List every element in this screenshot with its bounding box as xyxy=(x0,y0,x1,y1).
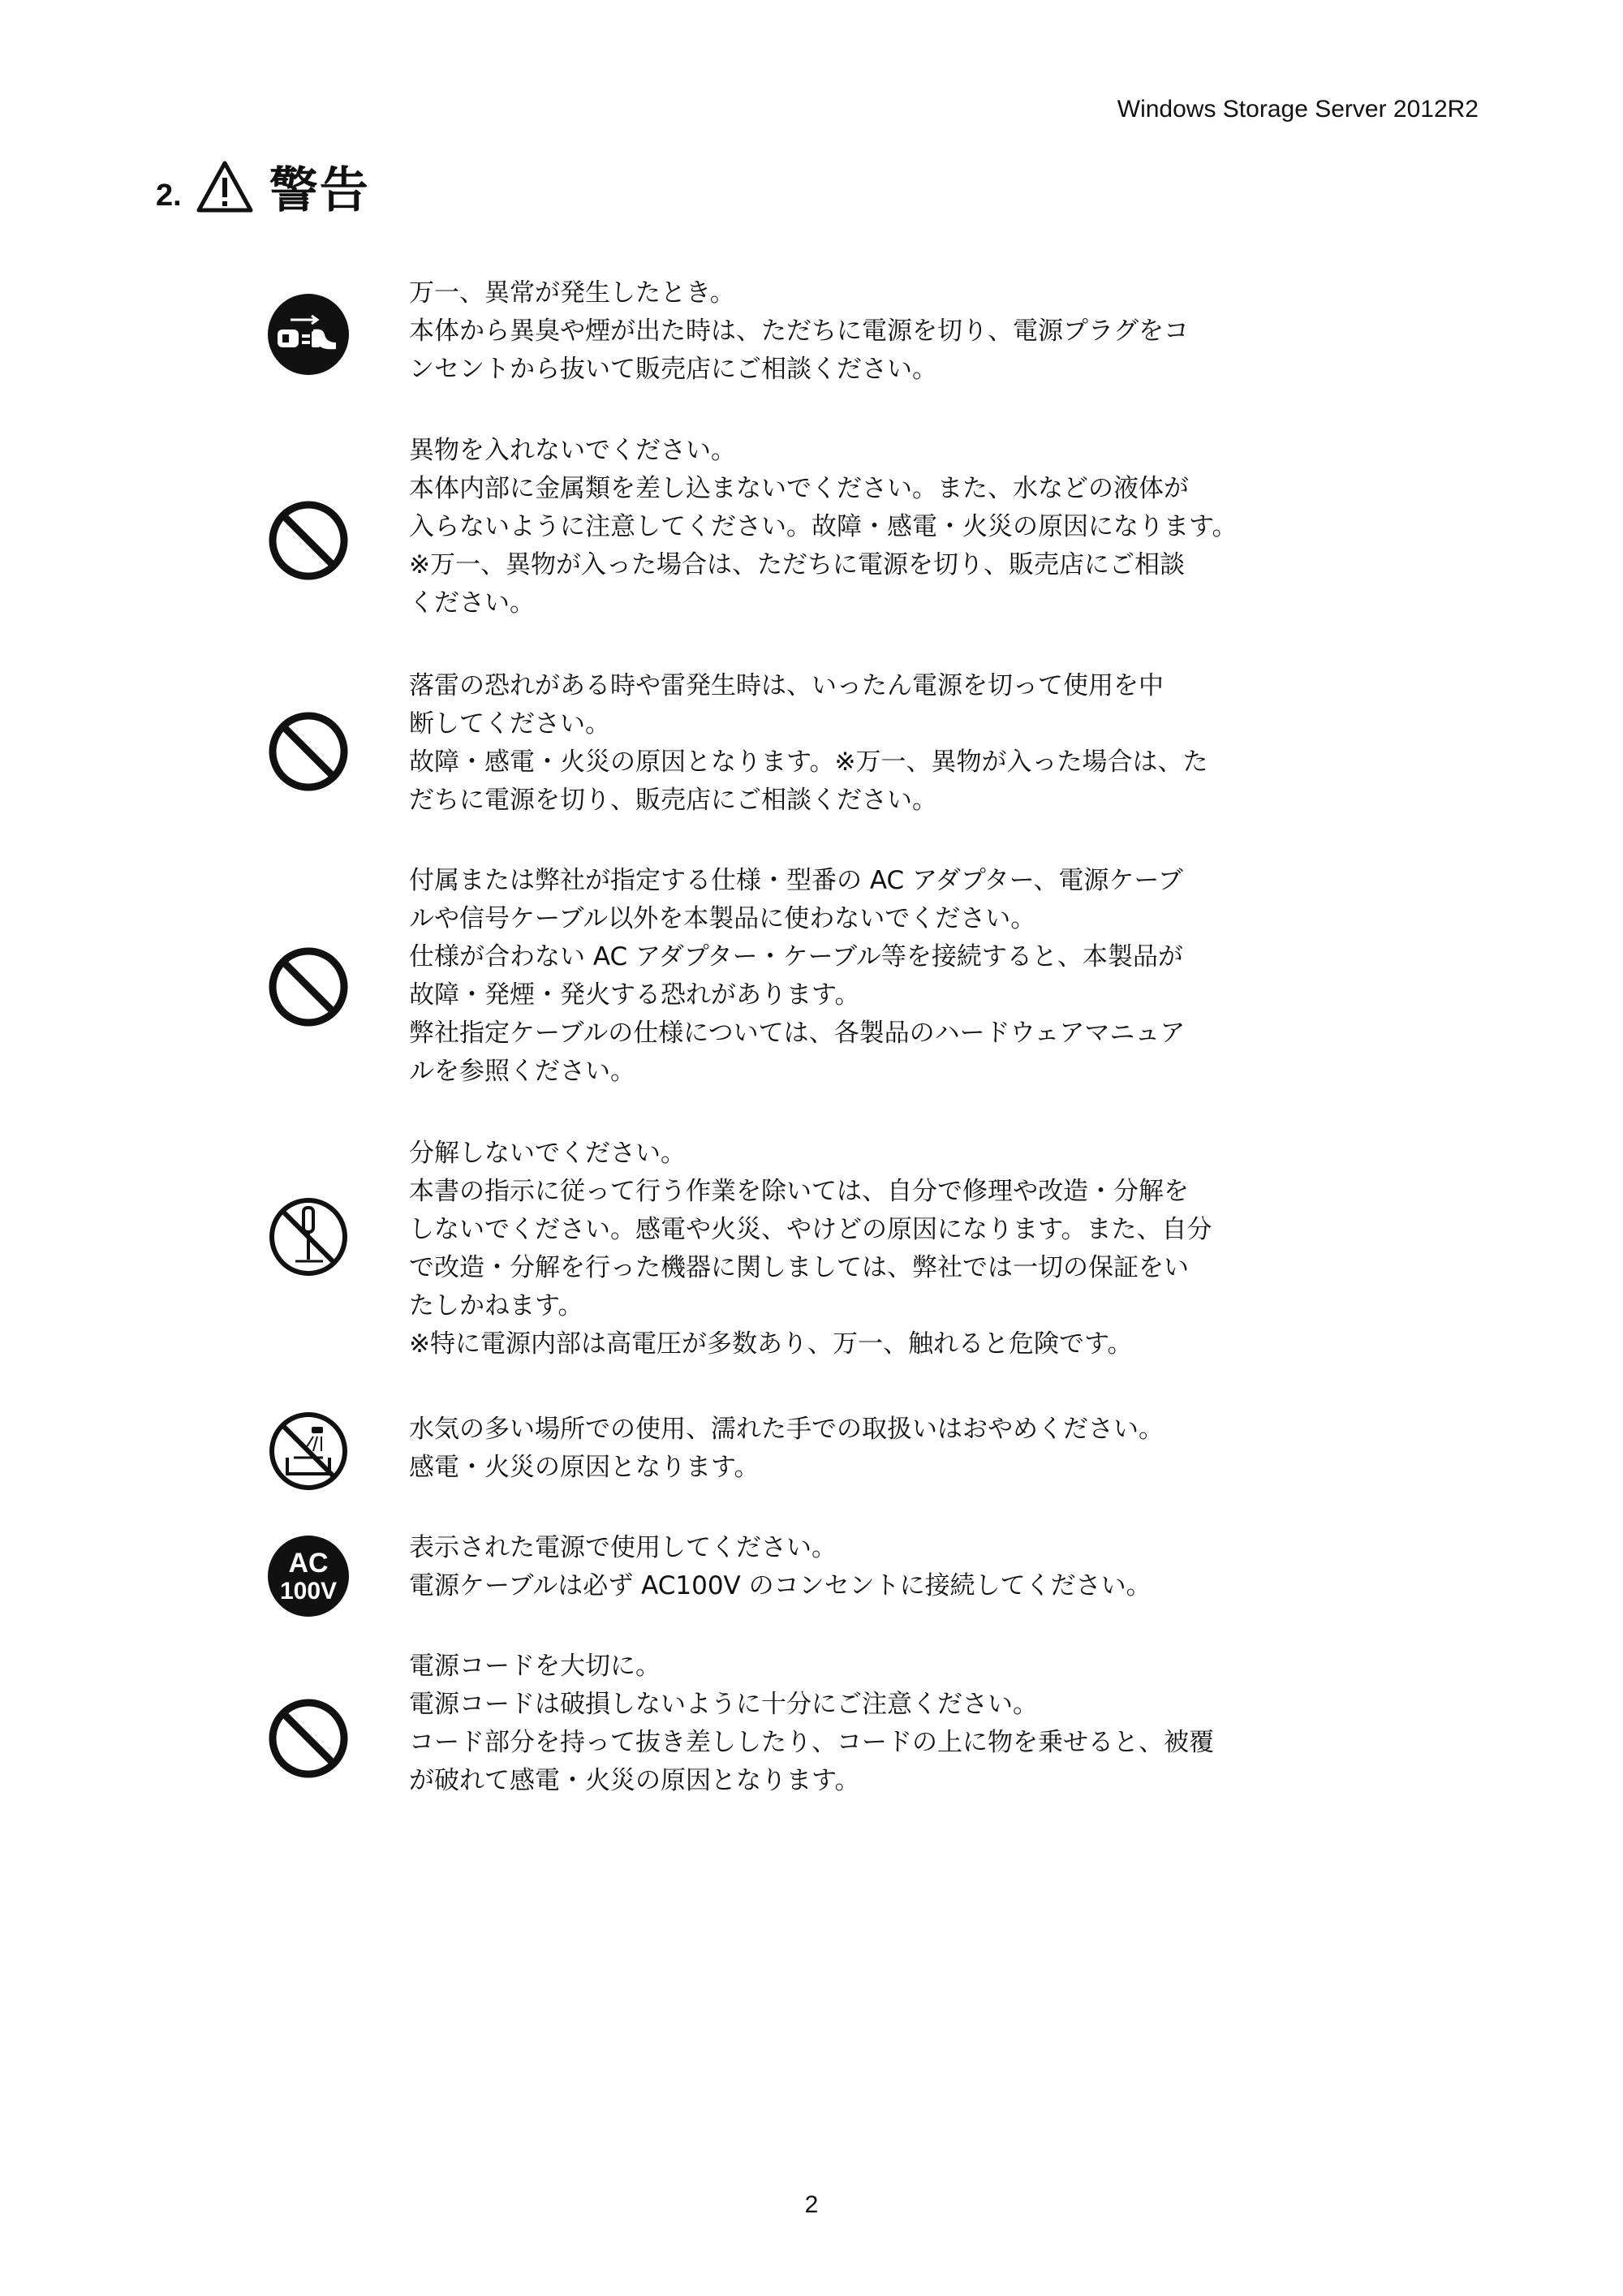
no-disassembly-icon xyxy=(266,1195,351,1279)
warning-line: が破れて感電・火災の原因となります。 xyxy=(409,1766,860,1795)
warning-text xyxy=(409,274,1261,389)
warning-text xyxy=(409,1648,1261,1800)
warning-text xyxy=(409,667,1261,820)
warning-text xyxy=(409,862,1261,1091)
warning-line: 入らないように注意してください。故障・感電・火災の原因になります。 xyxy=(409,512,1238,541)
warning-text xyxy=(409,1411,1261,1487)
warning-line: だちに電源を切り、販売店にご相談ください。 xyxy=(409,786,937,815)
warning-line: 表示された電源で使用してください。 xyxy=(409,1533,837,1562)
warning-line: 故障・発煙・発火する恐れがあります。 xyxy=(409,980,860,1010)
warning-line: コード部分を持って抜き差ししたり、コードの上に物を乗せると、被覆 xyxy=(409,1728,1214,1757)
page-number: 2 xyxy=(804,2191,819,2218)
warning-line: 電源コードは破損しないように十分にご注意ください。 xyxy=(409,1690,1038,1719)
warning-line: 断してください。 xyxy=(409,709,610,739)
warning-line: ンセントから抜いて販売店にご相談ください。 xyxy=(409,355,937,384)
prohibition-icon xyxy=(266,1696,351,1781)
warning-text xyxy=(409,1529,1261,1605)
warning-line: 分解しないでください。 xyxy=(409,1139,686,1168)
warning-line: 本体から異臭や煙が出た時は、ただちに電源を切り、電源プラグをコ xyxy=(409,317,1189,346)
warning-line: しないでください。感電や火災、やけどの原因になります。また、自分 xyxy=(409,1215,1212,1244)
warning-line: 水気の多い場所での使用、濡れた手での取扱いはおやめください。 xyxy=(409,1415,1164,1444)
warning-line: 本書の指示に従って行う作業を除いては、自分で修理や改造・分解を xyxy=(409,1177,1189,1206)
page-header: Windows Storage Server 2012R2 xyxy=(1117,96,1479,123)
warning-line: 付属または弊社が指定する仕様・型番の AC アダプター、電源ケーブ xyxy=(409,866,1183,895)
warning-line: 電源コードを大切に。 xyxy=(409,1652,661,1681)
warning-text xyxy=(409,1135,1261,1363)
section-title: 警告 xyxy=(269,162,370,219)
unplug-icon xyxy=(266,292,351,377)
warning-line: 本体内部に金属類を差し込まないでください。また、水などの液体が xyxy=(409,474,1189,503)
warning-line: 電源ケーブルは必ず AC100V のコンセントに接続してください。 xyxy=(409,1571,1152,1600)
warning-line: 万一、異常が発生したとき。 xyxy=(409,278,735,308)
warning-line: ください。 xyxy=(409,588,535,618)
no-water-icon xyxy=(266,1409,351,1493)
prohibition-icon xyxy=(266,709,351,794)
voltage-label: 100V xyxy=(279,1578,338,1605)
warning-line: 感電・火災の原因となります。 xyxy=(409,1453,760,1482)
warning-line: ルを参照ください。 xyxy=(409,1057,635,1086)
warning-line: ※特に電源内部は高電圧が多数あり、万一、触れると危険です。 xyxy=(409,1329,1133,1359)
warning-line: 落雷の恐れがある時や雷発生時は、いったん電源を切って使用を中 xyxy=(409,671,1164,700)
warning-line: たしかねます。 xyxy=(409,1291,583,1320)
section-heading xyxy=(156,154,370,219)
section-number: 2. xyxy=(156,178,182,213)
warning-line: 故障・感電・火災の原因となります。※万一、異物が入った場合は、た xyxy=(409,747,1208,777)
prohibition-icon xyxy=(266,945,351,1029)
ac100v-icon xyxy=(266,1534,351,1618)
warning-line: 弊社指定ケーブルの仕様については、各製品のハードウェアマニュア xyxy=(409,1019,1186,1048)
ac-label: AC xyxy=(288,1548,329,1579)
warning-text xyxy=(409,432,1261,622)
warning-line: 仕様が合わない AC アダプター・ケーブル等を接続すると、本製品が xyxy=(409,942,1183,971)
warning-line: で改造・分解を行った機器に関しましては、弊社では一切の保証をい xyxy=(409,1253,1189,1282)
warning-line: ルや信号ケーブル以外を本製品に使わないでください。 xyxy=(409,904,1036,933)
warning-triangle-icon xyxy=(196,160,253,213)
prohibition-icon xyxy=(266,498,351,583)
warning-line: 異物を入れないでください。 xyxy=(409,436,736,465)
warning-line: ※万一、異物が入った場合は、ただちに電源を切り、販売店にご相談 xyxy=(409,550,1185,579)
